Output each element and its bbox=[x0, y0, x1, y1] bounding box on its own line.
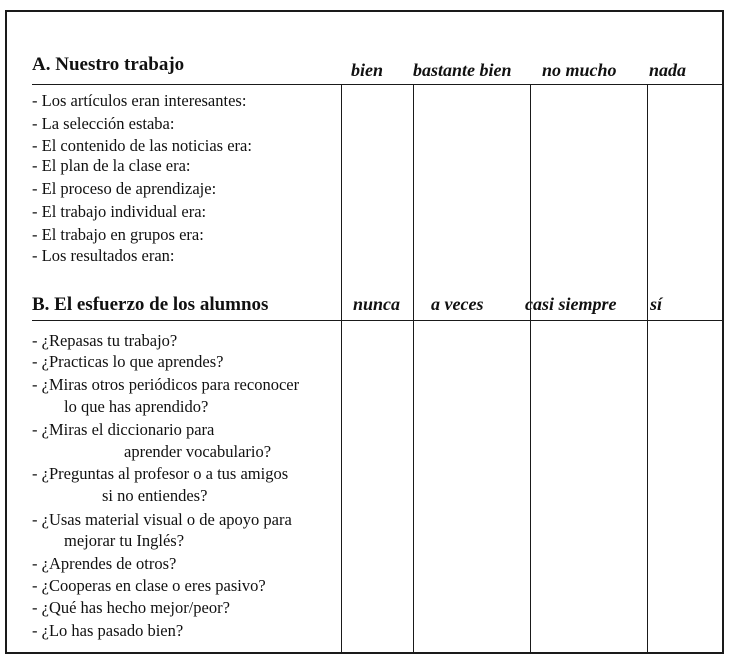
a-item-trabajo-individual: - El trabajo individual era: bbox=[32, 202, 207, 221]
col-si: sí bbox=[650, 294, 663, 314]
b-item-material-cont: mejorar tu Inglés? bbox=[64, 531, 185, 550]
b-item-periodicos: - ¿Miras otros periódicos para reconocer bbox=[32, 375, 300, 394]
a-item-trabajo-grupos: - El trabajo en grupos era: bbox=[32, 225, 204, 244]
b-item-pasado-bien: - ¿Lo has pasado bien? bbox=[32, 621, 184, 640]
section-b-divider bbox=[32, 320, 724, 321]
b-item-periodicos-cont: lo que has aprendido? bbox=[64, 397, 209, 416]
a-item-plan: - El plan de la clase era: bbox=[32, 156, 191, 175]
col-divider-3 bbox=[530, 84, 531, 654]
a-item-articulos: - Los artículos eran interesantes: bbox=[32, 91, 247, 110]
col-a-veces: a veces bbox=[431, 294, 484, 314]
col-nada: nada bbox=[649, 60, 687, 80]
section-a-title: A. Nuestro trabajo bbox=[32, 54, 185, 75]
col-divider-1 bbox=[341, 84, 342, 654]
col-bastante-bien: bastante bien bbox=[413, 60, 512, 80]
col-divider-4 bbox=[647, 84, 648, 654]
b-item-diccionario: - ¿Miras el diccionario para bbox=[32, 420, 215, 439]
b-item-practicas: - ¿Practicas lo que aprendes? bbox=[32, 352, 224, 371]
col-divider-2 bbox=[413, 84, 414, 654]
col-no-mucho: no mucho bbox=[542, 60, 617, 80]
a-item-resultados: - Los resultados eran: bbox=[32, 246, 175, 265]
b-item-preguntas-cont: si no entiendes? bbox=[102, 486, 208, 505]
a-item-proceso: - El proceso de aprendizaje: bbox=[32, 179, 217, 198]
b-item-mejor-peor: - ¿Qué has hecho mejor/peor? bbox=[32, 598, 230, 617]
col-casi-siempre: casi siempre bbox=[525, 294, 617, 314]
a-item-contenido: - El contenido de las noticias era: bbox=[32, 136, 252, 155]
col-nunca: nunca bbox=[353, 294, 401, 314]
b-item-repasas: - ¿Repasas tu trabajo? bbox=[32, 331, 178, 350]
b-item-diccionario-cont: aprender vocabulario? bbox=[124, 442, 272, 461]
a-item-seleccion: - La selección estaba: bbox=[32, 114, 175, 133]
section-b-title: B. El esfuerzo de los alumnos bbox=[32, 294, 269, 315]
b-item-cooperas: - ¿Cooperas en clase o eres pasivo? bbox=[32, 576, 266, 595]
col-bien: bien bbox=[351, 60, 384, 80]
b-item-preguntas: - ¿Preguntas al profesor o a tus amigos bbox=[32, 464, 289, 483]
b-item-aprendes: - ¿Aprendes de otros? bbox=[32, 554, 177, 573]
section-a-divider bbox=[32, 84, 724, 85]
b-item-material: - ¿Usas material visual o de apoyo para bbox=[32, 510, 292, 529]
